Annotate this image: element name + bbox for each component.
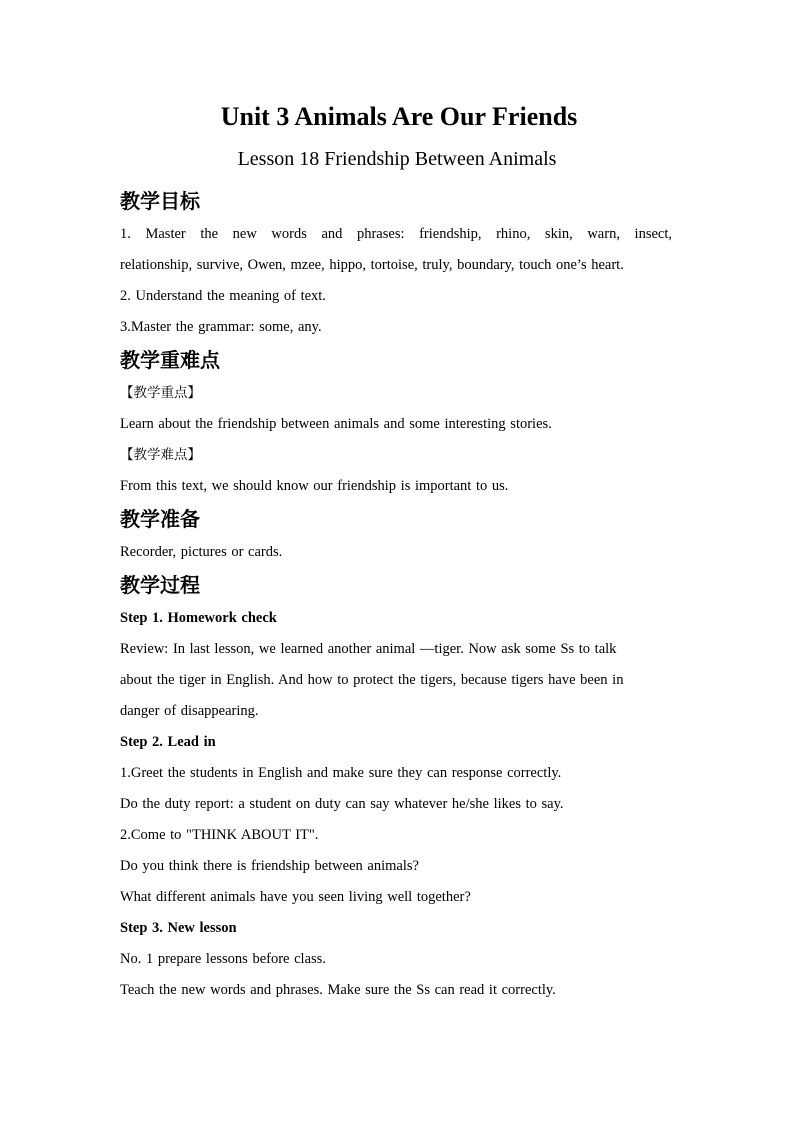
step2-line-1: 1.Greet the students in English and make sure they can response correctly. <box>120 765 562 781</box>
preparation-text: Recorder, pictures or cards. <box>120 544 283 560</box>
step1-line-1: Review: In last lesson, we learned another animal —tiger. Now ask some Ss to talk <box>120 641 617 657</box>
difficulty-text: From this text, we should know our friendship is important to us. <box>120 478 509 494</box>
step3-line-1: No. 1 prepare lessons before class. <box>120 951 326 967</box>
objectives-section <box>120 184 672 343</box>
focus-text: Learn about the friendship between animals and some interesting stories. <box>120 416 552 432</box>
document-title: Unit 3 Animals Are Our Friends <box>220 102 578 131</box>
step2-line-3: 2.Come to "THINK ABOUT IT". <box>120 827 319 843</box>
preparation-heading: 教学准备 <box>120 507 200 531</box>
lesson-subtitle: Lesson 18 Friendship Between Animals <box>237 148 557 170</box>
objective-line-1b: relationship, survive, Owen, mzee, hippo, tortoise, truly, boundary, touch one’s heart. <box>120 257 624 273</box>
objective-line-2: 2. Understand the meaning of text. <box>120 288 326 304</box>
step2-line-4: Do you think there is friendship between animals? <box>120 858 419 874</box>
step3-title: Step 3. New lesson <box>120 920 237 936</box>
step1-line-2: about the tiger in English. And how to protect the tigers, because tigers have been in <box>120 672 624 688</box>
step3-line-2: Teach the new words and phrases. Make sure the Ss can read it correctly. <box>120 982 556 998</box>
process-section <box>120 568 672 1006</box>
step1-title: Step 1. Homework check <box>120 610 277 626</box>
preparation-section <box>120 502 672 568</box>
process-heading: 教学过程 <box>120 573 200 597</box>
step2-title: Step 2. Lead in <box>120 734 216 750</box>
document-body <box>120 184 672 1006</box>
focus-label: 【教学重点】 <box>120 385 201 401</box>
key-points-section <box>120 343 672 502</box>
objective-line-3: 3.Master the grammar: some, any. <box>120 319 322 335</box>
step2-line-2: Do the duty report: a student on duty can say whatever he/she likes to say. <box>120 796 564 812</box>
difficulty-label: 【教学难点】 <box>120 447 201 463</box>
objective-line-1a: 1. Master the new words and phrases: friendship, rhino, skin, warn, insect, <box>120 226 672 242</box>
key-points-heading: 教学重难点 <box>120 348 220 372</box>
step2-line-5: What different animals have you seen living well together? <box>120 889 471 905</box>
step1-line-3: danger of disappearing. <box>120 703 259 719</box>
objectives-heading: 教学目标 <box>120 189 200 213</box>
